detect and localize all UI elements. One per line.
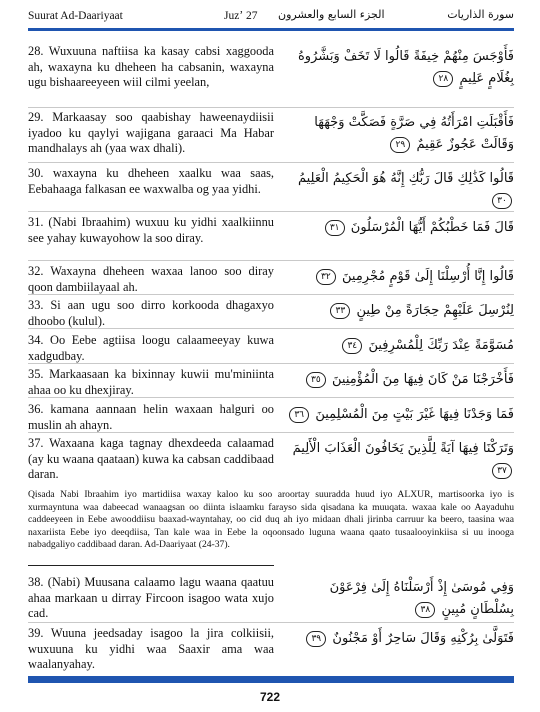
- arabic-verse: فَأَوْجَسَ مِنْهُمْ خِيفَةً قَالُوا لَا تَخَفْ وَبَشَّرُوهُ بِغُلَامٍ عَلِيمٍ: [298, 49, 514, 86]
- arabic-verse: فَأَخْرَجْنَا مَنْ كَانَ فِيهَا مِنَ الْمُؤْمِنِينَ: [332, 372, 514, 387]
- page-header: [28, 6, 514, 26]
- note-divider: [28, 565, 274, 566]
- divider: [28, 107, 514, 108]
- divider: [28, 397, 514, 398]
- arabic-text: [286, 112, 514, 156]
- arabic-juz-heading: الجزء السابع والعشرون: [278, 8, 385, 21]
- somali-text: 28. Wuxuuna naftiisa ka kasay cabsi xaggooda ah, waxayna ku dheheen ha cabsanin, waxayna ugu bishaareeyeen wiil cilmi yeelan,: [28, 44, 274, 89]
- footer-rule: [28, 676, 514, 683]
- arabic-text: [286, 628, 514, 650]
- somali-text: 37. Waxaana kaga tagnay dhexdeeda calaamad (ay ku waana qaataan) kuwa ka cabsan caddibaad daran.: [28, 436, 274, 481]
- arabic-text: [286, 300, 514, 322]
- arabic-text: [286, 46, 514, 90]
- header-rule: [28, 28, 514, 31]
- arabic-verse: فَتَوَلَّىٰ بِرُكْنِهِ وَقَالَ سَاحِرٌ أَوْ مَجْنُونٌ: [332, 631, 514, 646]
- arabic-text: [286, 266, 514, 288]
- arabic-verse: قَالُوا كَذَٰلِكِ قَالَ رَبُّكِ إِنَّهُ هُوَ الْحَكِيمُ الْعَلِيمُ: [297, 171, 514, 186]
- verse-number-marker: ٣٨: [415, 602, 435, 618]
- commentary-note: Qisada Nabi Ibraahim iyo martidiisa waxay kaloo ku soo aroortay suuradda huud iyo ALXUR, martisoorka iyo is xurmayntuna waa dabeecad wanaagsan oo diinta islaamku farayso sida qisadana ka muuqata. waxaa kale oo Aayaduhu caddeeyeen in Eebe awooddiisu baaxad-wayntahay, oo cid duq ah iyo midaan dhali jirinba carruur ka beero, taasina waa naxariista Eebe iyo deeqdiisa, Tan kale waa in Eebe la oqoonsado luguna waana qaato tusaalooyinkiisa si uu inooga nabadgaliyo caddibaad daran. Ad-Daariyaat (24-37).: [28, 489, 514, 551]
- arabic-text: [286, 369, 514, 391]
- somali-text: 30. waxayna ku dheheen xaalku waa saas, Eebahaaga falkasan ee waxwalba og yaa yidhi.: [28, 166, 274, 196]
- arabic-text: [286, 577, 514, 621]
- divider: [28, 432, 514, 433]
- divider: [28, 363, 514, 364]
- arabic-text: [286, 335, 514, 357]
- divider: [28, 328, 514, 329]
- arabic-text: [286, 404, 514, 426]
- arabic-text: [286, 168, 514, 212]
- arabic-text: [286, 438, 514, 482]
- arabic-verse: فَأَقْبَلَتِ امْرَأَتُهُ فِي صَرَّةٍ فَصَكَّتْ وَجْهَهَا وَقَالَتْ عَجُوزٌ عَقِيمٌ: [314, 115, 514, 152]
- verse-number-marker: ٣٥: [306, 372, 326, 388]
- verse-number-marker: ٣٠: [492, 193, 512, 209]
- verse-number-marker: ٣٤: [342, 338, 362, 354]
- arabic-verse: وَفِي مُوسَىٰ إِذْ أَرْسَلْنَاهُ إِلَىٰ فِرْعَوْنَ بِسُلْطَانٍ مُبِينٍ: [329, 580, 514, 617]
- arabic-verse: مُسَوَّمَةً عِنْدَ رَبِّكَ لِلْمُسْرِفِينَ: [368, 338, 514, 353]
- divider: [28, 211, 514, 212]
- verse-number-marker: ٣٧: [492, 463, 512, 479]
- arabic-verse: لِنُرْسِلَ عَلَيْهِمْ حِجَارَةً مِنْ طِينٍ: [356, 303, 514, 318]
- surah-title: Suurat Ad-Daariyaat: [28, 10, 123, 22]
- verse-number-marker: ٣٢: [316, 269, 336, 285]
- arabic-text: [286, 217, 514, 239]
- somali-text: 33. Si aan ugu soo dirro korkooda dhagaxyo dhoobo (kulul).: [28, 298, 274, 328]
- verse-number-marker: ٣٦: [289, 407, 309, 423]
- divider: [28, 622, 514, 623]
- juz-label: Juzʼ 27: [224, 10, 258, 22]
- somali-text: 39. Wuuna jeedsaday isagoo la jira colkiisii, wuxuuna ku yidhi waa Saaxir ama waa waalanyahay.: [28, 626, 274, 671]
- somali-text: 38. (Nabi) Muusana calaamo lagu waana qaatuu ahaa markaan u dirray Fircoon isagoo wata xujo cad.: [28, 575, 274, 620]
- verse-number-marker: ٣١: [325, 220, 345, 236]
- divider: [28, 260, 514, 261]
- divider: [28, 294, 514, 295]
- divider: [28, 162, 514, 163]
- arabic-verse: قَالُوا إِنَّا أُرْسِلْنَا إِلَىٰ قَوْمٍ مُجْرِمِينَ: [342, 269, 514, 284]
- arabic-verse: وَتَرَكْنَا فِيهَا آيَةً لِلَّذِينَ يَخَافُونَ الْعَذَابَ الْأَلِيمَ: [292, 441, 514, 456]
- somali-text: 32. Waxayna dheheen waxaa lanoo soo diray qoon dambiilayaal ah.: [28, 264, 274, 294]
- somali-text: 29. Markaasay soo qaabishay haweenaydiisii iyadoo ku qaylyi wajigana garaaci Ma Habar mandhalays ah (yaa wax dhali).: [28, 110, 274, 155]
- arabic-surah-heading: سورة الذاريات: [447, 8, 514, 21]
- verse-number-marker: ٢٨: [433, 71, 453, 87]
- arabic-verse: فَمَا وَجَدْنَا فِيهَا غَيْرَ بَيْتٍ مِنَ الْمُسْلِمِينَ: [315, 407, 514, 422]
- somali-text: 35. Markaasaan ka bixinnay kuwii mu'miniinta ahaa oo ku dhexjiray.: [28, 367, 274, 397]
- verse-number-marker: ٣٩: [306, 631, 326, 647]
- somali-text: 36. kamana aannaan helin waxaan halguri oo muslin ah ahayn.: [28, 402, 274, 432]
- somali-text: 34. Oo Eebe agtiisa loogu calaameeyay kuwa xadgudbay.: [28, 333, 274, 363]
- page-number: 722: [259, 690, 281, 704]
- somali-text: 31. (Nabi Ibraahim) wuxuu ku yidhi xaalkiinnu see yahay kuwayohow la soo diray.: [28, 215, 274, 245]
- verse-number-marker: ٢٩: [390, 137, 410, 153]
- verse-number-marker: ٣٣: [330, 303, 350, 319]
- arabic-verse: قَالَ فَمَا خَطْبُكُمْ أَيُّهَا الْمُرْسَلُونَ: [350, 220, 514, 235]
